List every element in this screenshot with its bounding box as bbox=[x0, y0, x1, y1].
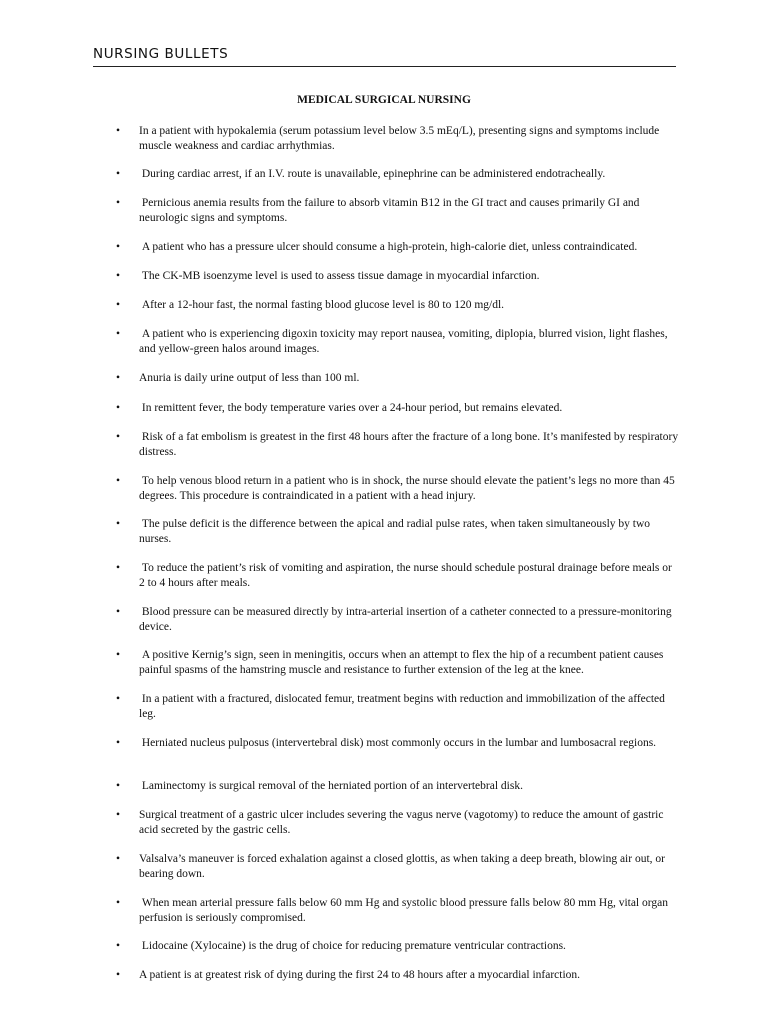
bullet-text: Surgical treatment of a gastric ulcer includes severing the vagus nerve (vagotomy) to reduce the amount of gastric acid secreted by the gastric cells. bbox=[139, 809, 667, 836]
bullet-text: Lidocaine (Xylocaine) is the drug of choice for reducing premature ventricular contractions. bbox=[139, 940, 566, 952]
bullet-icon: • bbox=[116, 299, 121, 311]
bullet-icon: • bbox=[116, 270, 121, 282]
bullet-text: A patient who is experiencing digoxin toxicity may report nausea, vomiting, diplopia, blurred vision, light flashes, and yellow-green halos around images. bbox=[139, 328, 671, 355]
bullet-text: To reduce the patient’s risk of vomiting and aspiration, the nurse should schedule postural drainage before meals or 2 to 4 hours after meals. bbox=[139, 562, 675, 589]
bullet-text: To help venous blood return in a patient who is in shock, the nurse should elevate the patient’s legs no more than 45 degrees. This procedure is contraindicated in a patient with a head injury. bbox=[139, 475, 678, 502]
bullet-text: Herniated nucleus pulposus (intervertebral disk) most commonly occurs in the lumbar and lumbosacral regions. bbox=[139, 737, 657, 749]
bullet-icon: • bbox=[116, 197, 121, 209]
bullet-icon: • bbox=[116, 940, 121, 952]
bullet-icon: • bbox=[116, 168, 121, 180]
bullet-icon: • bbox=[116, 969, 121, 981]
page-header bbox=[93, 46, 676, 67]
bullet-icon: • bbox=[116, 780, 121, 792]
bullet-icon: • bbox=[116, 562, 121, 574]
bullet-text: Valsalva’s maneuver is forced exhalation against a closed glottis, as when taking a deep breath, blowing air out, or bearing down. bbox=[139, 853, 668, 880]
bullet-text: In a patient with hypokalemia (serum potassium level below 3.5 mEq/L), presenting signs and symptoms include muscle weakness and cardiac arrhythmias. bbox=[139, 125, 663, 152]
bullet-text: During cardiac arrest, if an I.V. route is unavailable, epinephrine can be administered endotracheally. bbox=[139, 168, 606, 180]
bullet-text: A positive Kernig’s sign, seen in meningitis, occurs when an attempt to flex the hip of a recumbent patient causes painful spasms of the hamstring muscle and resistance to further extension of the leg at the knee. bbox=[139, 649, 667, 676]
bullet-icon: • bbox=[116, 475, 121, 487]
document-title: MEDICAL SURGICAL NURSING bbox=[297, 94, 471, 106]
bullet-icon: • bbox=[116, 125, 121, 137]
bullet-text: The CK-MB isoenzyme level is used to assess tissue damage in myocardial infarction. bbox=[139, 270, 540, 282]
bullet-icon: • bbox=[116, 518, 121, 530]
bullet-icon: • bbox=[116, 693, 121, 705]
bullet-text: A patient who has a pressure ulcer should consume a high-protein, high-calorie diet, unless contraindicated. bbox=[139, 241, 638, 253]
bullet-text: In a patient with a fractured, dislocated femur, treatment begins with reduction and immobilization of the affected leg. bbox=[139, 693, 668, 720]
bullet-icon: • bbox=[116, 853, 121, 865]
bullet-icon: • bbox=[116, 737, 121, 749]
bullet-text: Blood pressure can be measured directly by intra-arterial insertion of a catheter connected to a pressure-monitoring device. bbox=[139, 606, 675, 633]
bullet-icon: • bbox=[116, 328, 121, 340]
bullet-icon: • bbox=[116, 606, 121, 618]
bullet-text: Risk of a fat embolism is greatest in the first 48 hours after the fracture of a long bone. It’s manifested by respiratory distress. bbox=[139, 431, 681, 458]
bullet-icon: • bbox=[116, 372, 121, 384]
bullet-icon: • bbox=[116, 809, 121, 821]
bullet-icon: • bbox=[116, 897, 121, 909]
bullet-text: The pulse deficit is the difference between the apical and radial pulse rates, when taken simultaneously by two nurses. bbox=[139, 518, 653, 545]
bullet-icon: • bbox=[116, 402, 121, 414]
bullet-text: When mean arterial pressure falls below 60 mm Hg and systolic blood pressure falls below 80 mm Hg, vital organ perfusion is seriously compromised. bbox=[139, 897, 671, 924]
bullet-icon: • bbox=[116, 241, 121, 253]
bullet-text: A patient is at greatest risk of dying during the first 24 to 48 hours after a myocardial infarction. bbox=[139, 969, 581, 981]
header-title: NURSING BULLETS bbox=[93, 46, 229, 62]
bullet-icon: • bbox=[116, 649, 121, 661]
bullet-text: Pernicious anemia results from the failure to absorb vitamin B12 in the GI tract and causes primarily GI and neurologic signs and symptoms. bbox=[139, 197, 643, 224]
bullet-icon: • bbox=[116, 431, 121, 443]
bullet-text: In remittent fever, the body temperature varies over a 24-hour period, but remains elevated. bbox=[139, 402, 563, 414]
bullet-text: After a 12-hour fast, the normal fasting blood glucose level is 80 to 120 mg/dl. bbox=[139, 299, 505, 311]
bullet-text: Anuria is daily urine output of less than 100 ml. bbox=[139, 372, 360, 384]
bullet-text: Laminectomy is surgical removal of the herniated portion of an intervertebral disk. bbox=[139, 780, 523, 792]
